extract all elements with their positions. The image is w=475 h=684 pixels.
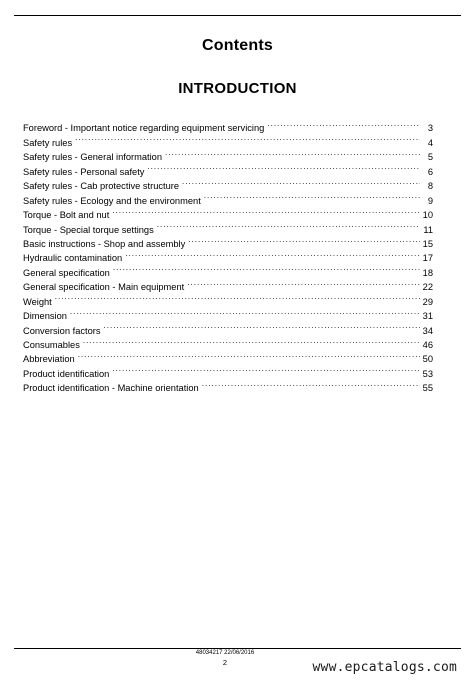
toc-dot-leader [75,131,420,145]
toc-dot-leader [187,276,419,290]
toc-dot-leader [157,218,420,232]
toc-entry[interactable] [23,131,433,148]
toc-entry-page: 10 [422,210,433,221]
toc-entry-label: Hydraulic contamination [23,253,123,264]
toc-entry-page: 4 [427,137,433,148]
page-number: 2 [222,658,228,667]
toc-dot-leader [182,175,420,189]
toc-entry[interactable] [23,146,433,163]
toc-entry-label: Safety rules [23,137,73,148]
footer-rule [14,648,461,649]
toc-entry-page: 6 [427,166,433,177]
toc-entry-label: Safety rules - General information [23,152,162,163]
toc-entry-label: Torque - Bolt and nut [23,210,110,221]
header-rule [14,15,461,16]
toc-entry[interactable] [23,319,433,336]
toc-entry-label: Safety rules - Cab protective structure [23,181,180,192]
toc-entry-label: Torque - Special torque settings [23,224,154,235]
toc-entry-page: 8 [427,181,433,192]
toc-entry[interactable] [23,290,433,307]
toc-entry-page: 3 [427,123,433,134]
toc-dot-leader [204,189,420,203]
toc-entry-label: Weight [23,296,52,307]
toc-entry-page: 31 [422,311,433,322]
toc-dot-leader [104,319,420,333]
toc-entry-page: 55 [422,383,433,394]
toc-entry-label: Safety rules - Ecology and the environment [23,195,201,206]
document-number: 48034217 22/06/2016 [195,650,255,656]
toc-entry[interactable] [23,305,433,322]
toc-entry[interactable] [23,117,433,134]
toc-dot-leader [113,261,420,275]
toc-entry[interactable] [23,334,433,348]
watermark-text: www.epcatalogs.com [312,660,457,675]
toc-entry-label: Consumables [23,340,80,350]
toc-entry-page: 5 [427,152,433,163]
toc-dot-leader [83,334,420,348]
toc-entry-label: Dimension [23,311,67,322]
toc-dot-leader [125,247,419,261]
toc-dot-leader [112,204,419,218]
toc-entry-page: 22 [422,282,433,293]
toc-dot-leader [70,305,420,319]
toc-entry-label: General specification - Main equipment [23,282,185,293]
toc-entry-page: 46 [422,340,433,350]
toc-entry-label: Conversion factors [23,325,101,336]
toc-entry-label: Product identification - Machine orientation [23,383,199,394]
toc-entry-page: 29 [422,296,433,307]
toc-entry-label: Basic instructions - Shop and assembly [23,238,186,249]
toc-dot-leader [147,160,420,174]
toc-entry-page: 17 [422,253,433,264]
toc-entry-page: 50 [422,354,433,365]
toc-entry-page: 53 [422,368,433,379]
page-title: Contents [202,37,273,54]
toc-entry-page: 11 [423,224,433,235]
toc-entry[interactable] [23,348,433,365]
toc-entry-page: 34 [422,325,433,336]
table-of-contents [23,117,433,394]
toc-entry-page: 9 [427,195,433,206]
section-heading: INTRODUCTION [178,80,297,97]
toc-dot-leader [267,117,420,131]
toc-entry-label: Product identification [23,368,110,379]
toc-entry-label: Abbreviation [23,354,75,365]
toc-dot-leader [202,377,420,391]
toc-dot-leader [55,290,420,304]
toc-entry-page: 18 [422,267,433,278]
toc-dot-leader [112,362,419,376]
toc-entry-label: Safety rules - Personal safety [23,166,145,177]
toc-entry-page: 15 [422,238,433,249]
toc-dot-leader [78,348,420,362]
toc-dot-leader [165,146,420,160]
toc-entry-label: General specification [23,267,110,278]
toc-entry-label: Foreword - Important notice regarding equipment servicing [23,123,265,134]
toc-dot-leader [188,233,419,247]
toc-entry[interactable] [23,362,433,379]
